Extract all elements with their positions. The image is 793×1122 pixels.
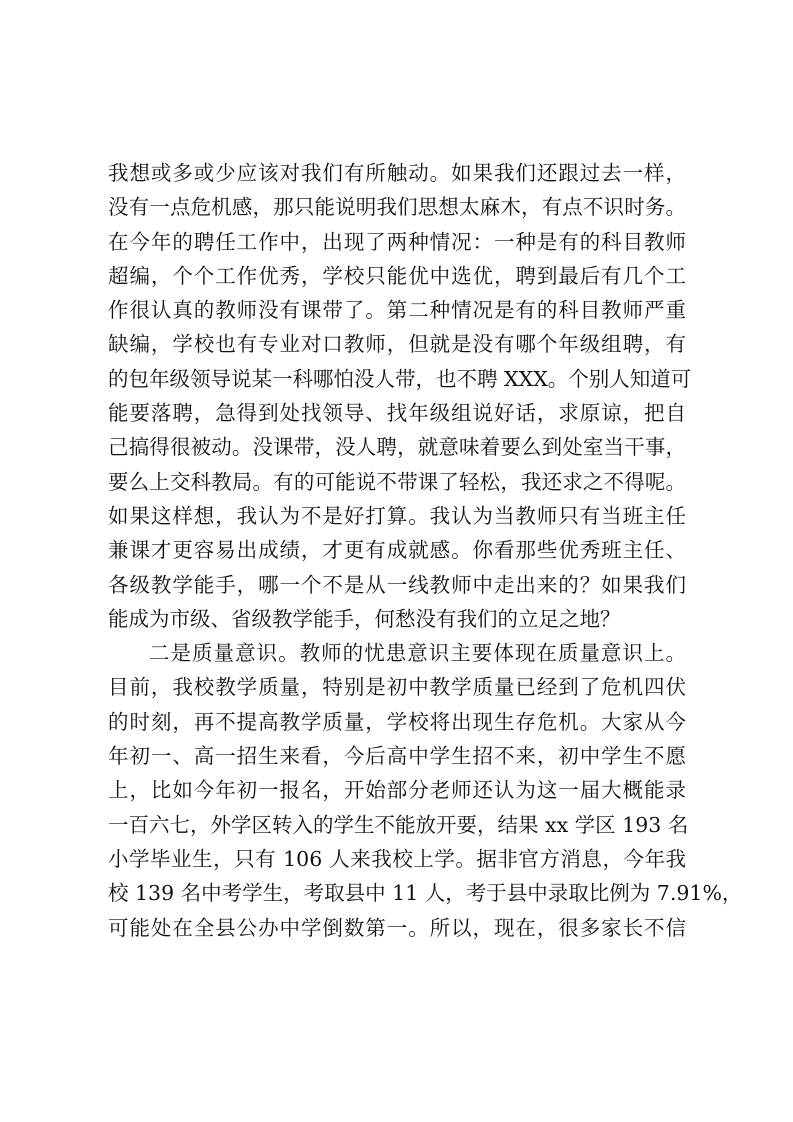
text-line: 作很认真的教师没有课带了。第二种情况是有的科目教师严重	[108, 298, 686, 323]
text-line: 校 139 名中考学生，考取县中 11 人，考于县中录取比例为 7.91%，	[108, 881, 743, 906]
text-line: 二是质量意识。教师的忧患意识主要体现在质量意识上。	[149, 641, 686, 666]
text-line: 如果这样想，我认为不是好打算。我认为当教师只有当班主任	[108, 503, 686, 528]
text-line: 要么上交科教局。有的可能说不带课了轻松，我还求之不得呢。	[108, 469, 686, 494]
text-line: 的时刻，再不提高教学质量，学校将出现生存危机。大家从今	[108, 709, 686, 734]
paragraph-1	[108, 156, 692, 636]
text-line: 目前，我校教学质量，特别是初中教学质量已经到了危机四伏	[108, 675, 686, 700]
text-line: 缺编，学校也有专业对口教师，但就是没有哪个年级组聘，有	[108, 332, 686, 357]
text-line: 年初一、高一招生来看，今后高中学生招不来，初中学生不愿	[108, 744, 686, 769]
body-text	[108, 156, 743, 945]
text-line: 超编，个个工作优秀，学校只能优中选优，聘到最后有几个工	[108, 263, 686, 288]
text-line: 能要落聘，急得到处找领导、找年级组说好话，求原谅，把自	[108, 401, 686, 426]
text-line: 兼课才更容易出成绩，才更有成就感。你看那些优秀班主任、	[108, 538, 686, 563]
text-line: 小学毕业生，只有 106 人来我校上学。据非官方消息，今年我	[108, 846, 686, 871]
text-line: 可能处在全县公办中学倒数第一。所以，现在，很多家长不信	[108, 915, 686, 940]
text-line: 我想或多或少应该对我们有所触动。如果我们还跟过去一样，	[108, 161, 686, 185]
text-line: 上，比如今年初一报名，开始部分老师还认为这一届大概能录	[108, 778, 686, 803]
text-line: 没有一点危机感，那只能说明我们思想太麻木，有点不识时务。	[108, 195, 686, 220]
text-line: 各级教学能手，哪一个不是从一线教师中走出来的？如果我们	[108, 572, 686, 597]
text-line: 能成为市级、省级教学能手，何愁没有我们的立足之地？	[108, 606, 621, 631]
text-line: 在今年的聘任工作中，出现了两种情况：一种是有的科目教师	[108, 229, 686, 254]
text-line: 的包年级领导说某一科哪怕没人带，也不聘 XXX。个别人知道可	[108, 366, 692, 391]
text-line: 一百六七，外学区转入的学生不能放开要，结果 xx 学区 193 名	[108, 812, 689, 837]
text-line: 己搞得很被动。没课带，没人聘，就意味着要么到处室当干事，	[108, 435, 686, 460]
paragraph-2	[108, 636, 743, 945]
